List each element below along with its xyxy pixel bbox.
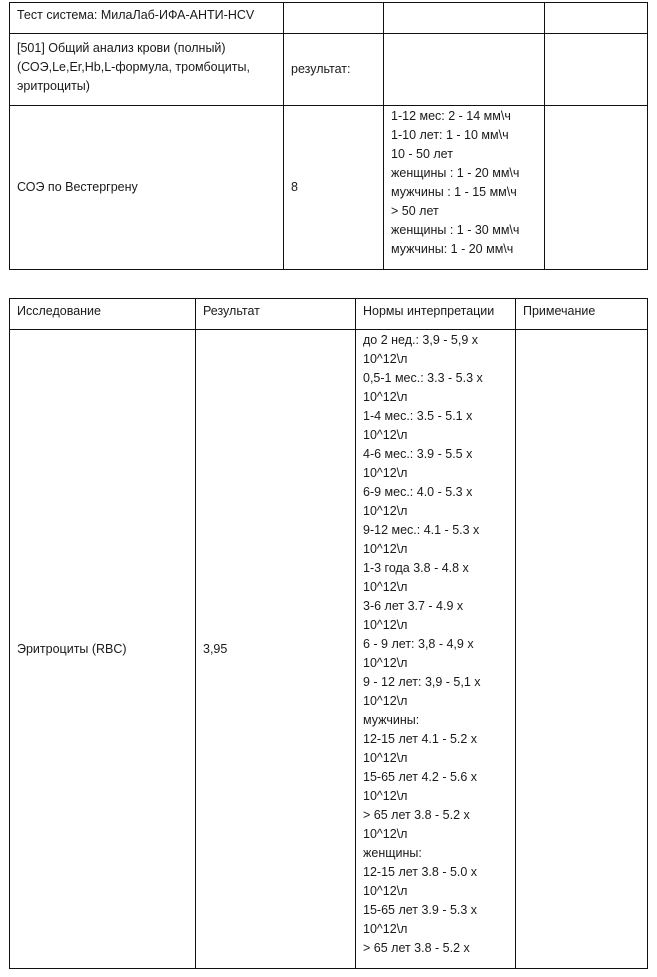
header-note: Примечание bbox=[516, 299, 648, 330]
norm-line: 1-12 мес: 2 - 14 мм\ч bbox=[391, 109, 511, 123]
test-system-table bbox=[9, 2, 648, 270]
norm-line: 15-65 лет 4.2 - 5.6 х bbox=[363, 770, 478, 784]
norm-line: 10^12\л bbox=[363, 922, 408, 936]
norm-line: > 65 лет 3.8 - 5.2 х bbox=[363, 808, 470, 822]
norm-line: 10^12\л bbox=[363, 884, 408, 898]
norm-line: 10^12\л bbox=[363, 428, 408, 442]
norm-line: 10^12\л bbox=[363, 504, 408, 518]
norm-line: 15-65 лет 3.9 - 5.3 х bbox=[363, 903, 478, 917]
norm-line: 10^12\л bbox=[363, 542, 408, 556]
header-study: Исследование bbox=[10, 299, 196, 330]
norms-cell bbox=[384, 3, 545, 34]
header-norms: Нормы интерпретации bbox=[356, 299, 516, 330]
result-cell: 3,95 bbox=[196, 330, 356, 969]
result-cell: результат: bbox=[284, 34, 384, 106]
result-cell bbox=[284, 3, 384, 34]
norm-line: 10^12\л bbox=[363, 751, 408, 765]
norms-cell bbox=[384, 106, 545, 270]
test-name-cell: Эритроциты (RBC) bbox=[10, 330, 196, 969]
norm-line: 12-15 лет 3.8 - 5.0 х bbox=[363, 865, 478, 879]
norms-list bbox=[363, 331, 508, 958]
norm-line: 1-3 года 3.8 - 4.8 х bbox=[363, 561, 469, 575]
norm-line: женщины : 1 - 20 мм\ч bbox=[391, 166, 520, 180]
note-cell bbox=[545, 3, 648, 34]
norm-line: женщины: bbox=[363, 846, 422, 860]
norm-line: 10^12\л bbox=[363, 827, 408, 841]
erythrocytes-table bbox=[9, 298, 648, 969]
norm-line: 10^12\л bbox=[363, 466, 408, 480]
note-cell bbox=[545, 106, 648, 270]
norm-line: женщины : 1 - 30 мм\ч bbox=[391, 223, 520, 237]
norm-line: 9-12 мес.: 4.1 - 5.3 х bbox=[363, 523, 480, 537]
norm-line: до 2 нед.: 3,9 - 5,9 х bbox=[363, 333, 479, 347]
norm-line: мужчины: bbox=[363, 713, 420, 727]
norm-line: 10^12\л bbox=[363, 694, 408, 708]
norm-line: 1-10 лет: 1 - 10 мм\ч bbox=[391, 128, 509, 142]
norm-line: 12-15 лет 4.1 - 5.2 х bbox=[363, 732, 478, 746]
norms-cell bbox=[384, 34, 545, 106]
norm-line: > 50 лет bbox=[391, 204, 439, 218]
table-header-row bbox=[10, 299, 648, 330]
norm-line: мужчины: 1 - 20 мм\ч bbox=[391, 242, 514, 256]
norm-line: 10^12\л bbox=[363, 390, 408, 404]
note-cell bbox=[516, 330, 648, 969]
norms-list bbox=[391, 107, 537, 259]
norm-line: 1-4 мес.: 3.5 - 5.1 х bbox=[363, 409, 473, 423]
norm-line: 10^12\л bbox=[363, 656, 408, 670]
norm-line: 0,5-1 мес.: 3.3 - 5.3 х bbox=[363, 371, 483, 385]
table-row bbox=[10, 34, 648, 106]
table-row bbox=[10, 3, 648, 34]
norm-line: 3-6 лет 3.7 - 4.9 х bbox=[363, 599, 464, 613]
norm-line: 10^12\л bbox=[363, 618, 408, 632]
test-name-cell: СОЭ по Вестергрену bbox=[10, 106, 284, 270]
test-name-cell: Тест система: МилаЛаб-ИФА-АНТИ-HCV bbox=[10, 3, 284, 34]
norm-line: 10^12\л bbox=[363, 352, 408, 366]
result-cell: 8 bbox=[284, 106, 384, 270]
header-result: Результат bbox=[196, 299, 356, 330]
norm-line: 10 - 50 лет bbox=[391, 147, 453, 161]
norm-line: 10^12\л bbox=[363, 580, 408, 594]
table-row bbox=[10, 106, 648, 270]
norm-line: 6 - 9 лет: 3,8 - 4,9 х bbox=[363, 637, 474, 651]
norm-line: 9 - 12 лет: 3,9 - 5,1 х bbox=[363, 675, 481, 689]
norm-line: > 65 лет 3.8 - 5.2 х bbox=[363, 941, 470, 955]
note-cell bbox=[545, 34, 648, 106]
test-name-cell: [501] Общий анализ крови (полный)(СОЭ,Le,Er,Hb,L-формула, тромбоциты, эритроциты) bbox=[10, 34, 284, 106]
norm-line: 6-9 мес.: 4.0 - 5.3 х bbox=[363, 485, 473, 499]
norm-line: 10^12\л bbox=[363, 789, 408, 803]
norms-cell bbox=[356, 330, 516, 969]
table-row bbox=[10, 330, 648, 969]
norm-line: 4-6 мес.: 3.9 - 5.5 х bbox=[363, 447, 473, 461]
norm-line: мужчины : 1 - 15 мм\ч bbox=[391, 185, 517, 199]
